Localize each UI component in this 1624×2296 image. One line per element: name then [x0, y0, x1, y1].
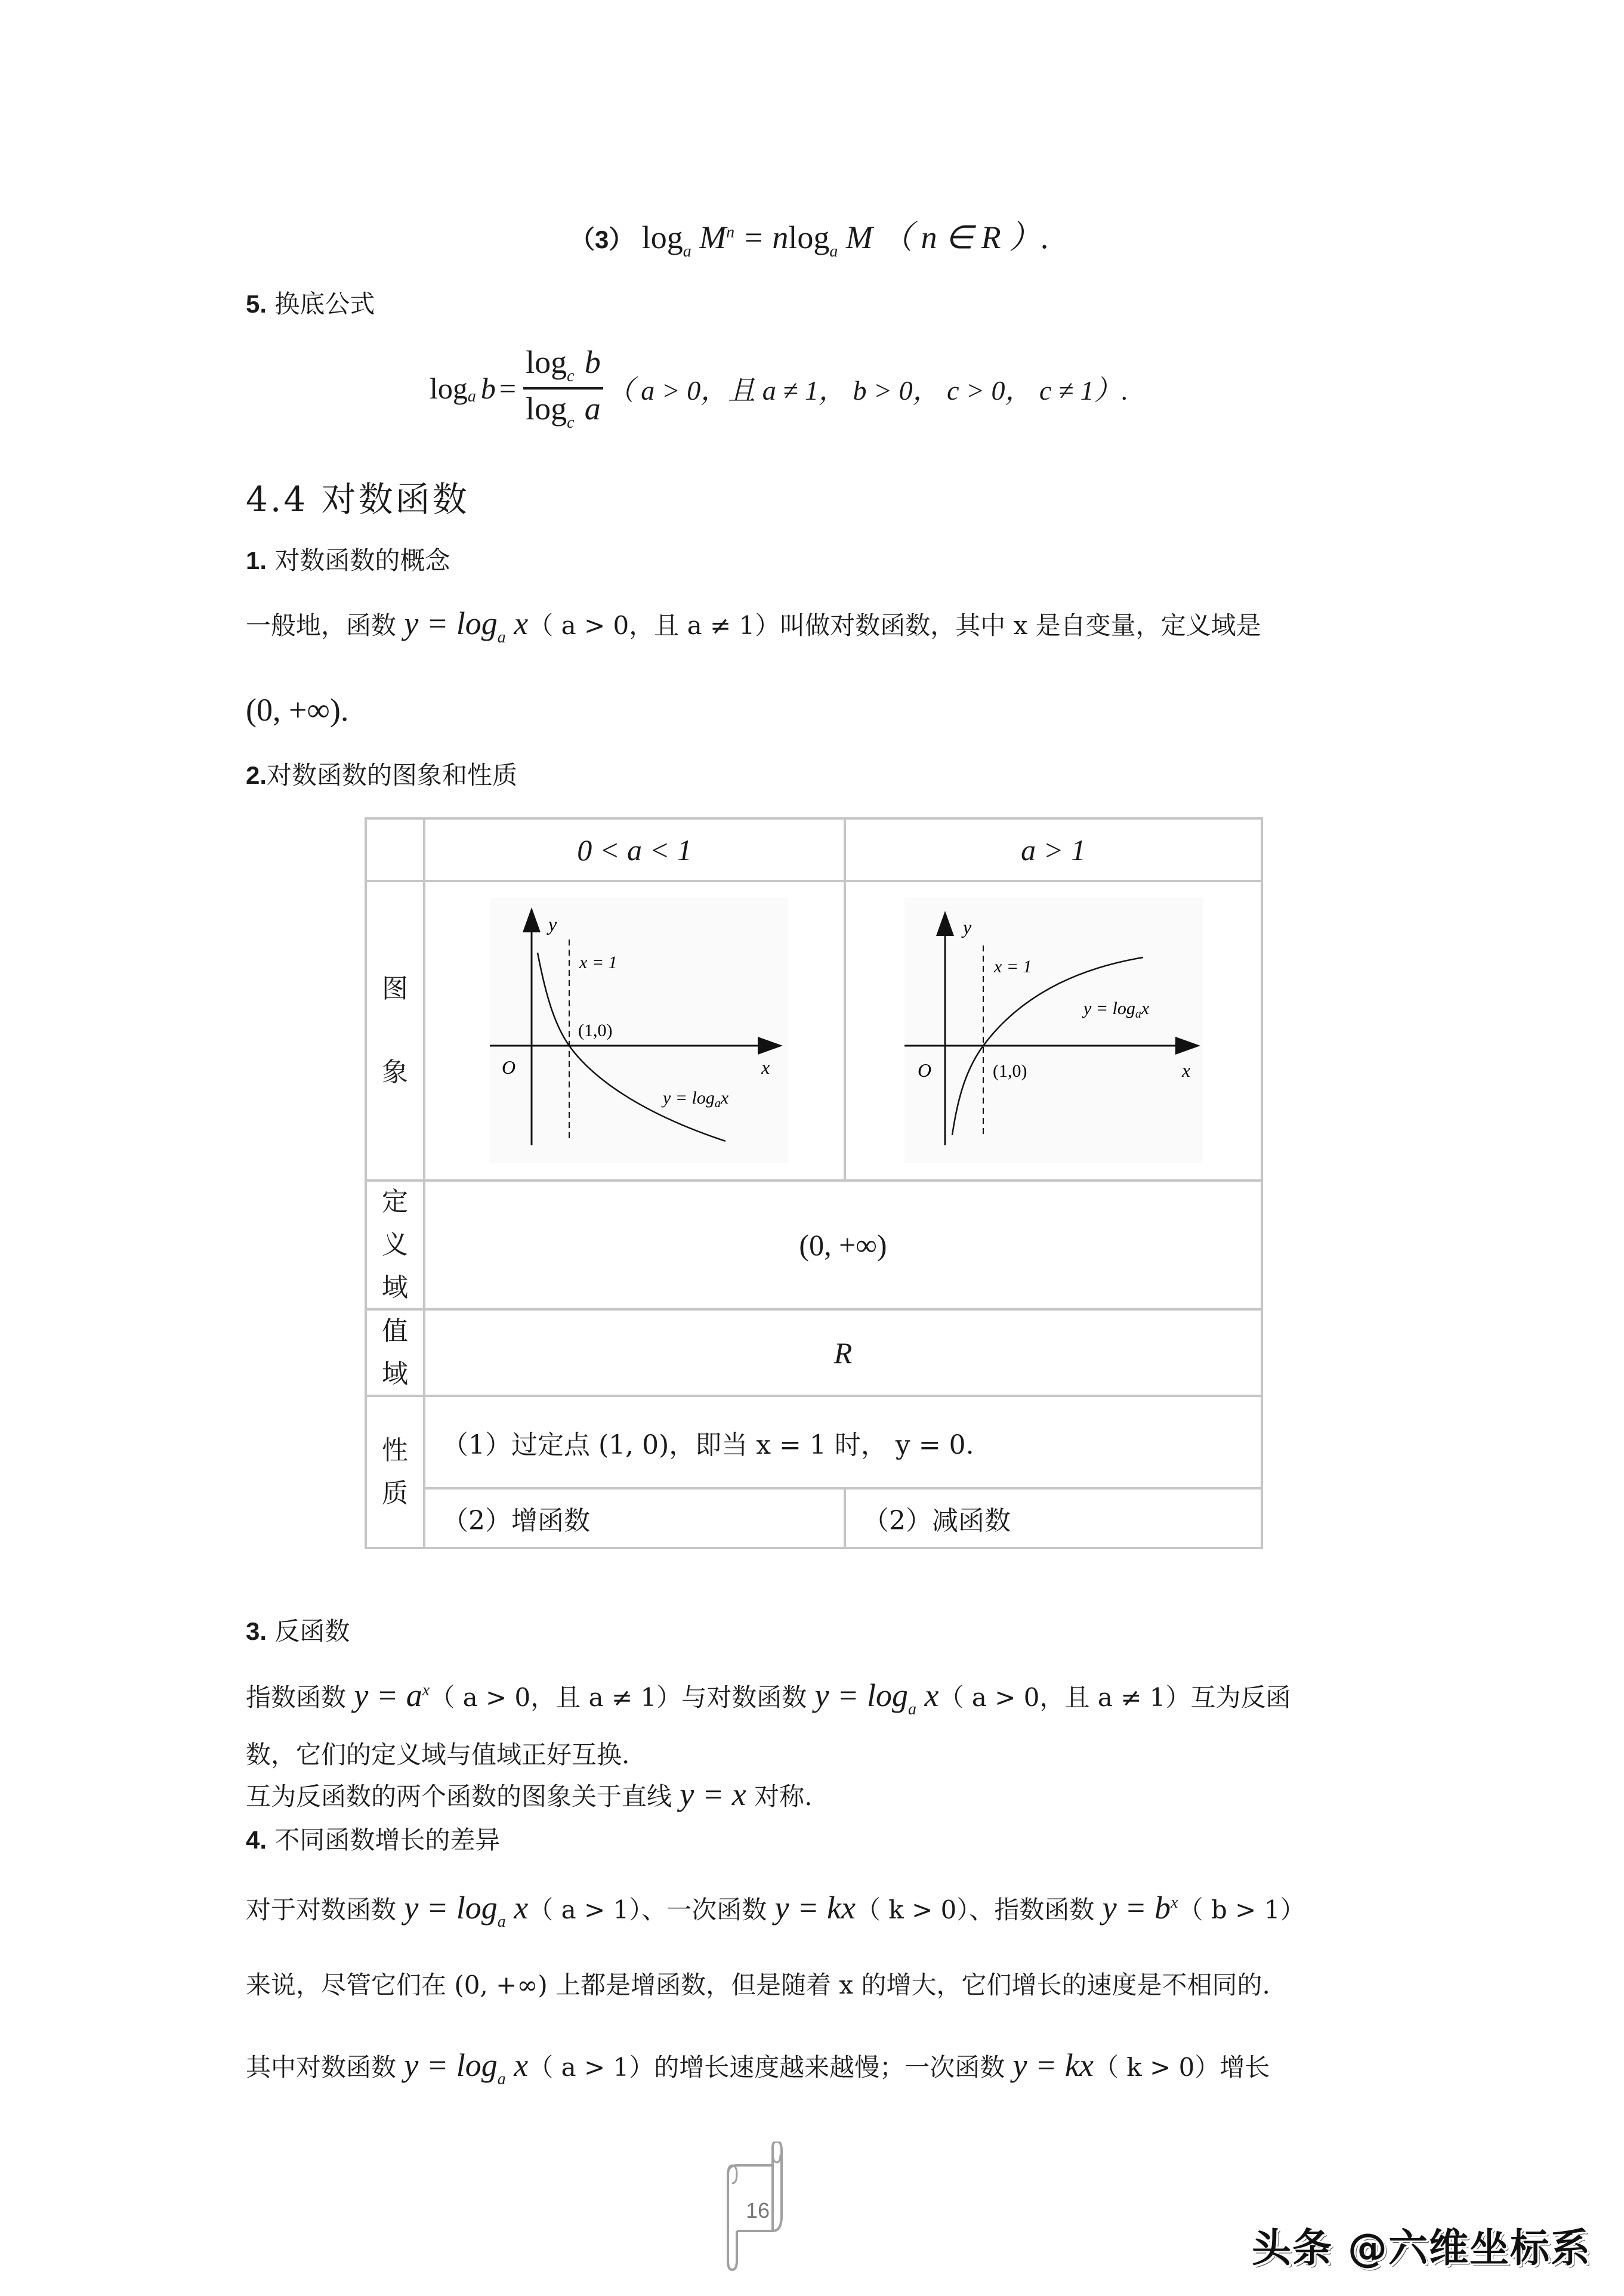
label-char: 域 — [382, 1358, 408, 1389]
text: （ b > 1） — [1178, 1895, 1305, 1924]
definition-line-1 — [246, 605, 1261, 647]
row-label-properties — [367, 1397, 423, 1547]
equals-n: = n — [742, 220, 789, 255]
function-expr: y = log — [404, 1890, 498, 1926]
log-decreasing-plot — [490, 898, 788, 1163]
base-sub: a — [908, 1700, 917, 1719]
page-number: 16 — [746, 2198, 770, 2223]
page-number-scroll — [722, 2142, 788, 2273]
base-sub: a — [683, 242, 691, 261]
text: （ a > 0，且 a ≠ 1）互为反函 — [938, 1683, 1291, 1712]
function-expr: y = log — [404, 2047, 498, 2083]
function-expr: y = kx — [1012, 2047, 1094, 2083]
table-border — [844, 1487, 846, 1549]
table-border — [365, 1547, 1263, 1549]
item-1-heading — [246, 543, 450, 579]
condition: （ a > 0，且 a ≠ 1， b > 0， c > 0， c ≠ 1）. — [606, 375, 1129, 406]
header-a-gt-1: a > 1 — [1021, 833, 1086, 867]
label-char: 质 — [382, 1478, 408, 1509]
log-power-rule — [570, 220, 1049, 261]
item-2-heading — [246, 758, 517, 793]
base-sub: c — [567, 367, 575, 385]
svg-text:(1,0): (1,0) — [993, 1061, 1027, 1081]
log-text: log — [788, 220, 830, 255]
graph-decreasing — [490, 898, 788, 1163]
property-decreasing: （2）减函数 — [863, 1506, 1011, 1536]
text: （ k > 0）增长 — [1093, 2053, 1270, 2082]
exp-sup: x — [422, 1681, 430, 1699]
text: 指数函数 — [246, 1683, 354, 1712]
rule-label: （3） — [570, 225, 634, 254]
denominator — [523, 390, 603, 434]
svg-text:y: y — [963, 916, 972, 938]
property-increasing: （2）增函数 — [442, 1506, 590, 1536]
fraction — [523, 343, 603, 434]
svg-text:O: O — [502, 1056, 516, 1078]
item-title: 换底公式 — [274, 289, 375, 319]
row-label-graph — [367, 882, 423, 1179]
base-sub: a — [497, 1912, 506, 1931]
growth-line-2: 来说，尽管它们在 (0, +∞) 上都是增函数，但是随着 x 的增大，它们增长的速度是不相同的. — [246, 1970, 1270, 2000]
log-increasing-plot — [904, 898, 1203, 1163]
var-m: M — [845, 220, 873, 255]
var-x: x — [505, 605, 529, 641]
change-of-base-formula — [430, 343, 1128, 434]
item-title: 反函数 — [274, 1617, 350, 1646]
item-number: 1. — [246, 546, 267, 574]
header-0-lt-a-lt-1: 0 < a < 1 — [577, 833, 692, 867]
label-char: 域 — [382, 1272, 408, 1303]
item-number: 3. — [246, 1617, 267, 1645]
log-text: log — [526, 391, 567, 427]
function-expr: y = kx — [774, 1890, 856, 1926]
table-border — [365, 880, 1263, 882]
function-expr: y = log — [404, 605, 498, 641]
label-char: 定 — [382, 1186, 408, 1217]
inverse-line-1 — [246, 1677, 1291, 1719]
function-expr: y = b — [1102, 1890, 1171, 1926]
svg-text:x: x — [761, 1056, 770, 1078]
item-number: 4. — [246, 1826, 267, 1854]
log-text: log — [526, 344, 567, 380]
domain-value: (0, +∞) — [799, 1228, 887, 1262]
condition: （ n ∈ R ）. — [881, 220, 1049, 255]
definition-line-2 — [246, 692, 348, 730]
graph-increasing — [904, 898, 1203, 1163]
var: b — [584, 344, 601, 380]
text: （ a > 0，且 a ≠ 1）叫做对数函数，其中 x 是自变量，定义域是 — [528, 611, 1261, 640]
growth-line-1 — [246, 1890, 1305, 1932]
base-sub: c — [567, 413, 575, 432]
text: （ a > 0，且 a ≠ 1）与对数函数 — [430, 1683, 815, 1712]
item-number: 5. — [246, 290, 267, 318]
log-text: log — [641, 220, 683, 255]
table-border — [1261, 817, 1263, 1549]
text: 一般地，函数 — [246, 611, 405, 640]
svg-text:x: x — [1182, 1059, 1191, 1081]
function-expr: y = log — [814, 1677, 909, 1713]
section-title: 4.4 对数函数 — [246, 479, 470, 520]
svg-text:x = 1: x = 1 — [579, 953, 618, 972]
item-3-heading — [246, 1614, 350, 1649]
item-title: 对数函数的图象和性质 — [267, 761, 518, 790]
function-expr: y = a — [354, 1677, 422, 1713]
growth-line-3 — [246, 2047, 1270, 2089]
svg-text:O: O — [918, 1059, 932, 1081]
item-title: 对数函数的概念 — [274, 546, 450, 575]
text: （ a > 1）、一次函数 — [528, 1895, 775, 1924]
label-char: 值 — [382, 1315, 408, 1346]
text: 对称. — [746, 1782, 813, 1811]
label-char: 性 — [382, 1435, 408, 1466]
item-title: 不同函数增长的差异 — [274, 1825, 501, 1855]
numerator — [523, 343, 603, 390]
svg-text:(1,0): (1,0) — [578, 1021, 613, 1040]
row-label-domain — [367, 1182, 423, 1308]
inverse-line-2: 数，它们的定义域与值域正好互换. — [246, 1740, 630, 1769]
svg-text:x = 1: x = 1 — [994, 957, 1032, 977]
var-x: x — [916, 1677, 939, 1713]
text: 互为反函数的两个函数的图象关于直线 — [246, 1782, 680, 1811]
text: 对于对数函数 — [246, 1895, 405, 1924]
var: a — [584, 391, 601, 427]
exp-sup: x — [1171, 1893, 1178, 1912]
line-equation: y = x — [680, 1776, 746, 1812]
label-char: 象 — [382, 1057, 408, 1087]
domain-interval: (0, +∞). — [246, 692, 349, 728]
text: （ k > 0）、指数函数 — [855, 1895, 1103, 1924]
item-5-heading — [246, 286, 375, 322]
var-x: x — [505, 1890, 529, 1926]
svg-text:y = logax: $y = \log_ax$ — [1083, 999, 1150, 1021]
item-4-heading — [246, 1822, 500, 1858]
exp-sup: n — [726, 223, 735, 242]
svg-text:y = logax: $y = \log_ax$ — [663, 1088, 729, 1110]
inverse-line-3 — [246, 1776, 812, 1815]
label-char: 义 — [382, 1229, 408, 1260]
label-char: 图 — [382, 974, 408, 1004]
row-label-range — [367, 1311, 423, 1395]
log-text: log — [430, 372, 468, 405]
svg-text:y: y — [548, 913, 557, 935]
property-fixed-point: （1）过定点 (1, 0)，即当 x = 1 时， y = 0. — [442, 1429, 974, 1460]
equals-sign: = — [499, 372, 517, 405]
base-sub: a — [497, 2070, 506, 2088]
text: 其中对数函数 — [246, 2053, 405, 2082]
var-b: b — [480, 372, 496, 405]
range-value: R — [833, 1336, 853, 1370]
var-x: x — [505, 2047, 529, 2083]
base-sub: a — [497, 628, 506, 647]
text: （ a > 1）的增长速度越来越慢；一次函数 — [528, 2053, 1013, 2082]
var-m: M — [699, 220, 727, 255]
base-sub: a — [467, 387, 476, 406]
watermark: 头条 @六维坐标系 — [1252, 2225, 1591, 2271]
base-sub: a — [829, 242, 838, 261]
properties-table — [365, 817, 1263, 1549]
item-number: 2. — [246, 761, 267, 789]
